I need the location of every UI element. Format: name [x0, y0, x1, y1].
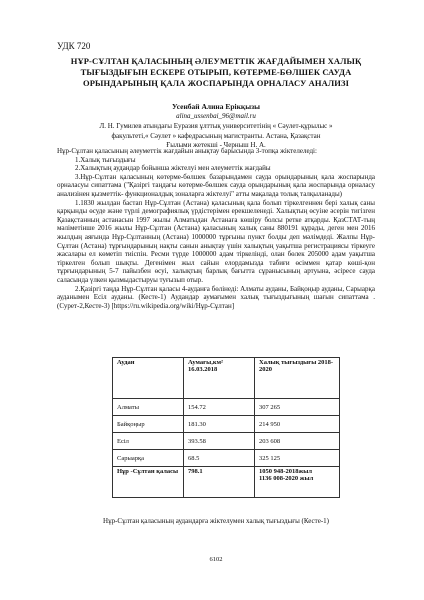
page-number: 6102	[209, 556, 223, 563]
table-cell: 798.1	[184, 467, 255, 498]
table-cell: Сарыарқа	[113, 450, 184, 467]
total-population-2018: 1050 948-2018жыл	[259, 468, 312, 475]
table-total-row	[113, 467, 340, 498]
table-row	[113, 450, 340, 467]
table-cell: 325 125	[255, 450, 340, 467]
table-cell: 203 608	[255, 433, 340, 450]
affiliation-line: Л. Н. Гумилев атындағы Еуразия ұлттық университетінің « Сәулет-құрылыс »	[99, 122, 333, 130]
table-row	[113, 433, 340, 450]
table-cell: 181.30	[184, 416, 255, 433]
table-caption: Нұр-Сұлтан қаласының аудандарға жіктелумен халық тығыздығы (Кесте-1)	[103, 517, 329, 525]
table-header-row	[113, 358, 340, 399]
table-header-cell: Аудан	[113, 358, 184, 399]
paragraph: 2.Қазіргі таңда Нұр-Сұлтан қаласы 4-ауданға бөлінеді: Алматы ауданы, Байқоңыр ауданы, Сарыарқа ауданымен Есіл ауданы. (Кесте-1) Аудандар аумағымен халық тығыздығының шағын сипаттама .(Сурет-2,Кесте-3) [https://ru.wikipedia.org/wiki/Нұр-Сұлтан]	[57, 284, 375, 310]
list-item: 2.Халықтың аудандар бойынша жіктелуі мен әлеуметтік жағдайы	[75, 164, 271, 173]
table-cell: 214 950	[255, 416, 340, 433]
author-name: Усенбай Алина Ерікқызы	[172, 102, 260, 111]
table-cell: 68.5	[184, 450, 255, 467]
author-email: alina_ussenbai_96@mail.ru	[176, 112, 256, 120]
udk-code: УДК 720	[57, 41, 91, 51]
table-header-cell: Халық тығыздығы 2018-2020	[255, 358, 340, 399]
table-header-cell: Аумағы,км² 16.03.2018	[184, 358, 255, 399]
intro-paragraph: Нұр-Сұлтан қаласының әлеуметтік жағдайын анықтау барысында 3-топқа жіктелеледі:	[57, 147, 317, 155]
table-cell	[255, 467, 340, 498]
total-population-2020: 1136 008-2020 жыл	[259, 475, 314, 482]
table-cell: Байқоңыр	[113, 416, 184, 433]
table-cell: 307 265	[255, 399, 340, 416]
affiliation-line: факультеті,« Сәулет » кафедрасының магистранты. Астана, Қазақстан	[111, 131, 321, 140]
paper-title: НҰР-СҰЛТАН ҚАЛАСЫНЫҢ ӘЛЕУМЕТТІК ЖАҒДАЙЫМЕН ХАЛЫҚ ТЫҒЫЗДЫҒЫН ЕСКЕРЕ ОТЫРЫП, КӨТЕРМЕ-БӨЛШЕК САУДА ОРЫНДАРЫНЫҢ ҚАЛА ЖОСПАРЫНДА ОРНАЛАСУ АНАЛИЗІ	[70, 56, 362, 88]
table-row	[113, 416, 340, 433]
table-cell: Алматы	[113, 399, 184, 416]
table-cell: Есіл	[113, 433, 184, 450]
table-row	[113, 399, 340, 416]
paragraph: 1.1830 жылдан бастап Нұр-Сұлтан (Астана) қаласының қала болып тіркелгеннен бері халық саны қарқынды өсуде және түрлі демографиялық үрдістерімен ерекшеленеді. Халықтың өсуіне әсерін тигізген Қазақстанның астанасын 1997 жылы Алматыдан Астанаға көшіру болсы ретке атқарды. ҚазСТАТ-тың мәліметінше 2016 жылы Нұр-Сұлтан (Астана) қаласының халық саны 880191 құрады, деген мен 2016 жылдың аяғында Нұр-Сұлтанның (Астана) 1000000 тұрғыны пункт болды деп мәлімдеді. Жалпы Нұр-Сұлтан (Астана) тұрғындарының нақты санын анықтау үшін халықтың уақытша регистрациясы тіркеуге жасалары ел көметіп тиіспін. Ресми түрде 1000000 адам тіркелінді, олан бөлек 205000 адам уақытша тіркелген болып шықты. Дегенімен жыл сайын елордамызда табиғи өсіммен қатар көші-қон тұрғындарының 5-7 пайызбен өсуі, халықтың барлық бағытта сұранысының артуына, әсіресе сауда саласында үлкен қызмыдастыруы туғызып отыр.	[57, 198, 375, 284]
table-cell: 393.58	[184, 433, 255, 450]
body-text	[57, 147, 375, 310]
supervisor-line: Ғылыми жетекші - Черныш Н. А.	[166, 141, 266, 149]
table-cell: Нұр -Сұлтан қаласы	[113, 467, 184, 498]
table-cell: 154.72	[184, 399, 255, 416]
list-item: 3.Нұр-Сұлтан қаласының көтерме-бөлшек базарындамен сауда орындарының қала жоспарында орналасуы сипаттама ("Қазіргі таңдағы көтерме-бөлшек сауда орындарының қала жоспарында орналасу анализінен қызметтік- функционалдық зоналарға жіктелуі" атты мақалада толық талқыланады)	[57, 172, 375, 198]
list-item: 1.Халық тығыздығы	[75, 155, 136, 164]
district-table	[112, 357, 340, 498]
